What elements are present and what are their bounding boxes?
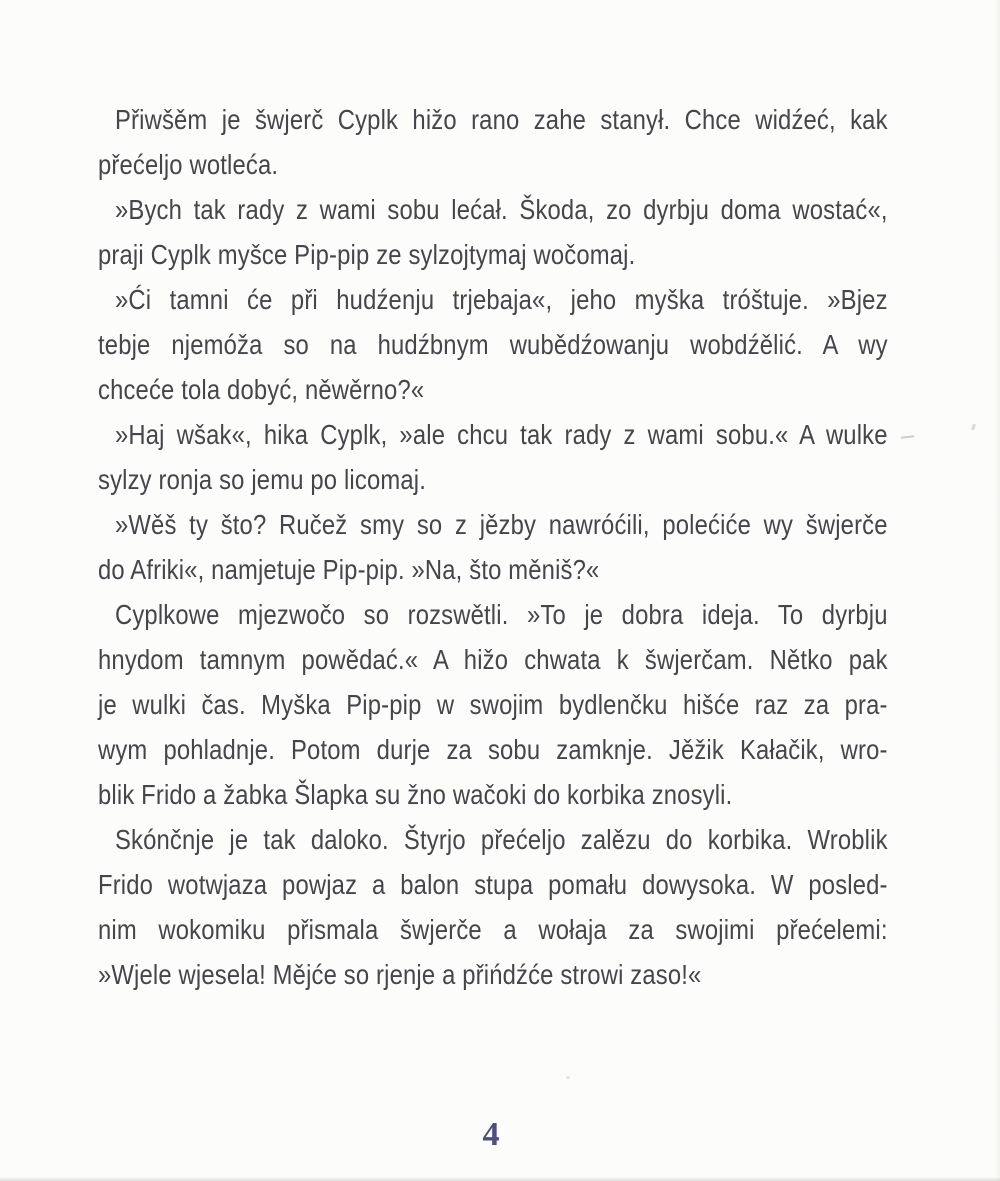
paragraph xyxy=(98,277,888,412)
scan-edge-shadow xyxy=(995,0,1000,1181)
text-line: je wulki čas. Myška Pip-pip w swojim bydlenčku hišće raz za pra- xyxy=(98,689,888,720)
text-line: wym pohladnje. Potom durje za sobu zamknje. Jěžik Kałačik, wro- xyxy=(98,734,888,765)
paragraph xyxy=(98,592,888,817)
paragraph xyxy=(98,817,888,997)
text-line: chceće tola dobyć, něwěrno?« xyxy=(98,374,425,405)
text-line: »Haj wšak«, hika Cyplk, »ale chcu tak rady z wami sobu.« A wulke xyxy=(115,419,888,450)
text-line: Frido wotwjaza powjaz a balon stupa pomału dowysoka. W posled- xyxy=(98,869,888,900)
text-line: blik Frido a žabka Šlapka su žno wačoki do korbika znosyli. xyxy=(98,779,733,810)
text-line: nim wokomiku přismala šwjerče a wołaja za swojimi přećelemi: xyxy=(98,914,888,945)
scan-artifact-speck xyxy=(566,1076,570,1079)
scan-edge-shadow xyxy=(0,1177,1000,1181)
text-line: »Wěš ty što? Ručež smy so z jězby nawróćili, polećiće wy šwjerče xyxy=(115,509,888,540)
text-line: »Bych tak rady z wami sobu lećał. Škoda, zo dyrbju doma wostać«, xyxy=(115,194,888,225)
text-line: tebje njemóža so na hudźbnym wubědźowanju wobdźělić. A wy xyxy=(98,329,888,360)
text-line: praji Cyplk myšce Pip-pip ze sylzojtymaj wočomaj. xyxy=(98,239,636,270)
text-line: sylzy ronja so jemu po licomaj. xyxy=(98,464,427,495)
text-line: Skónčnje je tak daloko. Štyrjo přećeljo zalězu do korbika. Wroblik xyxy=(115,824,888,855)
text-line: přećeljo wotleća. xyxy=(98,149,279,180)
text-line: hnydom tamnym powědać.« A hižo chwata k šwjerčam. Nětko pak xyxy=(98,644,888,675)
paragraph xyxy=(98,412,888,502)
text-line: »Ći tamni će při hudźenju trjebaja«, jeho myška tróštuje. »Bjez xyxy=(115,284,888,315)
text-line: »Wjele wjesela! Mějće so rjenje a přińdźće strowi zaso!« xyxy=(98,959,702,990)
text-line: Přiwšěm je šwjerč Cyplk hižo rano zahe stanył. Chce widźeć, kak xyxy=(115,104,888,135)
scan-artifact-dash xyxy=(901,435,914,439)
text-block xyxy=(98,97,888,997)
paragraph xyxy=(98,502,888,592)
scan-artifact-speck xyxy=(971,424,976,431)
page-number: 4 xyxy=(482,1116,500,1153)
text-line: Cyplkowe mjezwočo so rozswětli. »To je dobra ideja. To dyrbju xyxy=(115,599,888,630)
paragraph xyxy=(98,187,888,277)
paragraph xyxy=(98,97,888,187)
text-line: do Afriki«, namjetuje Pip-pip. »Na, što měniš?« xyxy=(98,554,600,585)
